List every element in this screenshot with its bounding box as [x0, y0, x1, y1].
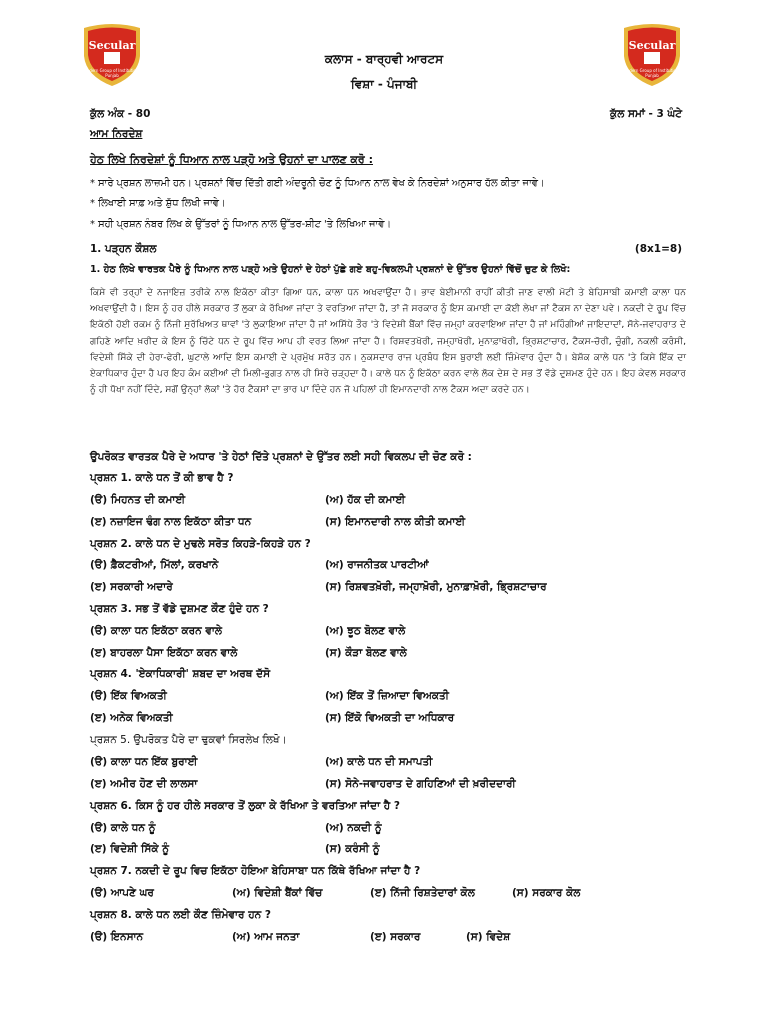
option: (ੲ) ਅਮੀਰ ਹੋਣ ਦੀ ਲਾਲਸਾ	[90, 778, 198, 790]
option: (ੲ) ਨਜ਼ਾਇਜ ਢੰਗ ਨਾਲ ਇਕੱਠਾ ਕੀਤਾ ਧਨ	[90, 516, 252, 528]
option: (ੳ) ਇੱਕ ਵਿਅਕਤੀ	[90, 690, 167, 702]
instruction-item: * ਸਹੀ ਪ੍ਰਸ਼ਨ ਨੰਬਰ ਲਿਖ ਕੇ ਉੱਤਰਾਂ ਨੂੰ ਧਿਆਨ ਨਾਲ ਉੱਤਰ-ਸ਼ੀਟ 'ਤੇ ਲਿਖਿਆ ਜਾਵੇ।	[90, 219, 391, 230]
option: (ਅ) ਵਿਦੇਸ਼ੀ ਬੈਂਕਾਂ ਵਿੱਚ	[232, 887, 323, 899]
question: ਪ੍ਰਸ਼ਨ 5. ਉਪਰੋਕਤ ਪੈਰੇ ਦਾ ਢੁਕਵਾਂ ਸਿਰਲੇਖ ਲਿਖੋ।	[90, 734, 287, 746]
question: ਪ੍ਰਸ਼ਨ 2. ਕਾਲੇ ਧਨ ਦੇ ਮੁਢਲੇ ਸਰੋਤ ਕਿਹੜੇ-ਕਿਹੜੇ ਹਨ ?	[90, 538, 311, 550]
option: (ਅ) ਇੱਕ ਤੋਂ ਜ਼ਿਆਦਾ ਵਿਅਕਤੀ	[325, 690, 449, 702]
instruction-item: * ਸਾਰੇ ਪ੍ਰਸ਼ਨ ਲਾਜ਼ਮੀ ਹਨ। ਪ੍ਰਸ਼ਨਾਂ ਵਿੱਚ ਦਿੱਤੀ ਗਈ ਅੰਦਰੂਨੀ ਚੋਣ ਨੂੰ ਧਿਆਨ ਨਾਲ ਵੇਖ ਕੇ ਨਿਰਦੇਸ਼ਾਂ ਅਨੁਸਾਰ ਹੱਲ ਕੀਤਾ ਜਾਵੇ।	[90, 178, 545, 189]
total-marks: ਕੁੱਲ ਅੰਕ - 80	[90, 108, 151, 120]
option: (ੲ) ਸਰਕਾਰ	[370, 931, 421, 943]
option: (ੲ) ਵਿਦੇਸ਼ੀ ਸਿੱਕੇ ਨੂੰ	[90, 843, 169, 855]
option: (ਅ) ਨਕਦੀ ਨੂੰ	[325, 822, 382, 834]
question: ਪ੍ਰਸ਼ਨ 6. ਕਿਸ ਨੂੰ ਹਰ ਹੀਲੇ ਸਰਕਾਰ ਤੋਂ ਲੁਕਾ ਕੇ ਰੱਖਿਆ ਤੇ ਵਰਤਿਆ ਜਾਂਦਾ ਹੈ ?	[90, 800, 400, 812]
instructions-subheading: ਹੇਠ ਲਿਖੇ ਨਿਰਦੇਸ਼ਾਂ ਨੂੰ ਧਿਆਨ ਨਾਲ ਪੜ੍ਹੋ ਅਤੇ ਉਹਨਾਂ ਦਾ ਪਾਲਣ ਕਰੋ :	[90, 153, 373, 166]
option: (ਅ) ਹੱਕ ਦੀ ਕਮਾਈ	[325, 494, 406, 506]
question-instruction: 1. ਹੇਠ ਲਿਖੇ ਵਾਰਤਕ ਪੈਰੇ ਨੂੰ ਧਿਆਨ ਨਾਲ ਪੜ੍ਹੋ ਅਤੇ ਉਹਨਾਂ ਦੇ ਹੇਠਾਂ ਪੁੱਛੇ ਗਏ ਬਹੁ-ਵਿਕਲਪੀ ਪ੍ਰਸ਼ਨਾਂ ਦੇ ਉੱਤਰ ਉਹਨਾਂ ਵਿੱਚੋਂ ਚੁਣ ਕੇ ਲਿਖੋ:	[90, 264, 571, 275]
section-title: 1. ਪੜ੍ਹਨ ਕੌਸ਼ਲ	[90, 243, 157, 255]
option: (ਸ) ਰਿਸ਼ਵਤਖ਼ੋਰੀ, ਜਮ੍ਹਾਖ਼ੋਰੀ, ਮੁਨਾਫ਼ਾਖ਼ੋਰੀ, ਭ੍ਰਿਸ਼ਟਾਚਾਰ	[325, 581, 547, 593]
logo-subtext: Modern Group of Institutions Punjab	[623, 68, 681, 78]
option: (ਸ) ਕਰੰਸੀ ਨੂੰ	[325, 843, 380, 855]
option: (ਸ) ਸਰਕਾਰ ਕੋਲ	[512, 887, 581, 899]
option: (ਸ) ਵਿਦੇਸ਼	[466, 931, 511, 943]
instruction-item: * ਲਿਖਾਈ ਸਾਫ਼ ਅਤੇ ਸ਼ੁੱਧ ਲਿਖੀ ਜਾਵੇ।	[90, 198, 226, 209]
choose-line: ਉਪਰੋਕਤ ਵਾਰਤਕ ਪੈਰੇ ਦੇ ਅਧਾਰ 'ਤੇ ਹੇਠਾਂ ਦਿੱਤੇ ਪ੍ਰਸ਼ਨਾਂ ਦੇ ਉੱਤਰ ਲਈ ਸਹੀ ਵਿਕਲਪ ਦੀ ਚੋਣ ਕਰੋ :	[90, 451, 472, 463]
option: (ਅ) ਝੂਠ ਬੋਲਣ ਵਾਲੇ	[325, 625, 406, 637]
option: (ਅ) ਆਮ ਜਨਤਾ	[232, 931, 300, 943]
subject-title: ਵਿਸ਼ਾ - ਪੰਜਾਬੀ	[350, 77, 418, 91]
question: ਪ੍ਰਸ਼ਨ 3. ਸਭ ਤੋਂ ਵੱਡੇ ਦੁਸ਼ਮਣ ਕੌਣ ਹੁੰਦੇ ਹਨ ?	[90, 603, 269, 615]
option: (ੳ) ਇਨਸਾਨ	[90, 931, 144, 943]
instructions-heading: ਆਮ ਨਿਰਦੇਸ਼	[90, 128, 143, 140]
option: (ੳ) ਕਾਲੇ ਧਨ ਨੂੰ	[90, 822, 156, 834]
option: (ੳ) ਫ਼ੈਕਟਰੀਆਂ, ਮਿੱਲਾਂ, ਕਰਖਾਨੇ	[90, 559, 219, 571]
option: (ਅ) ਕਾਲੇ ਧਨ ਦੀ ਸਮਾਪਤੀ	[325, 756, 433, 768]
option: (ਸ) ਇਮਾਨਦਾਰੀ ਨਾਲ ਕੀਤੀ ਕਮਾਈ	[325, 516, 466, 528]
option: (ੲ) ਨਿੱਜੀ ਰਿਸ਼ਤੇਦਾਰਾਂ ਕੋਲ	[370, 887, 475, 899]
class-title: ਕਲਾਸ - ਬਾਰ੍ਹਵੀ ਆਰਟਸ	[324, 52, 444, 66]
logo-text: Secular	[88, 39, 136, 52]
question: ਪ੍ਰਸ਼ਨ 7. ਨਕਦੀ ਦੇ ਰੂਪ ਵਿਚ ਇਕੱਠਾ ਹੋਇਆ ਬੇਹਿਸਾਬਾ ਧਨ ਕਿੱਥੇ ਰੱਖਿਆ ਜਾਂਦਾ ਹੈ ?	[90, 865, 421, 877]
option: (ੳ) ਕਾਲਾ ਧਨ ਇੱਕ ਬੁਰਾਈ	[90, 756, 198, 768]
option: (ਸ) ਕੌੜਾ ਬੋਲਣ ਵਾਲੇ	[325, 647, 407, 659]
option: (ੳ) ਕਾਲਾ ਧਨ ਇਕੱਠਾ ਕਰਨ ਵਾਲੇ	[90, 625, 223, 637]
section-marks: (8x1=8)	[634, 243, 682, 255]
logo-text: Secular	[628, 39, 676, 52]
passage: ਕਿਸੇ ਵੀ ਤਰ੍ਹਾਂ ਦੇ ਨਜਾਇਜ਼ ਤਰੀਕੇ ਨਾਲ ਇਕੱਠਾ ਕੀਤਾ ਗਿਆ ਧਨ, ਕਾਲਾ ਧਨ ਅਖਵਾਉਂਦਾ ਹੈ। ਭਾਵ ਬੇਈਮਾਨੀ ਰਾਹੀਂ ਕੀਤੀ ਜਾਣ ਵਾਲੀ ਮੋਟੀ ਤੇ ਬੇਹਿਸਾਬੀ ਕਮਾਈ ਕਾਲਾ ਧਨ ਅਖਵਾਉਂਦੀ ਹੈ। ਇਸ ਨੂੰ ਹਰ ਹੀਲੇ ਸਰਕਾਰ ਤੋਂ ਲੁਕਾ ਕੇ ਰੱਖਿਆ ਜਾਂਦਾ ਤੇ ਵਰਤਿਆ ਜਾਂਦਾ ਹੈ, ਤਾਂ ਜੋ ਸਰਕਾਰ ਨੂੰ ਇਸ ਕਮਾਈ ਦਾ ਕੋਈ ਲੇਖਾ ਜਾਂ ਟੈਕਸ ਨਾ ਦੇਣਾ ਪਵੇ। ਨਕਦੀ ਦੇ ਰੂਪ ਵਿੱਚ ਇਕੱਠੀ ਹੋਈ ਰਕਮ ਨੂੰ ਨਿੱਜੀ ਸੁਰੱਖਿਅਤ ਥਾਵਾਂ 'ਤੇ ਲੁਕਾਇਆ ਜਾਂਦਾ ਹੈ ਜਾਂ ਅਸਿੱਧੇ ਤੌਰ 'ਤੇ ਵਿਦੇਸ਼ੀ ਬੈਂਕਾਂ ਵਿੱਚ ਜਮ੍ਹਾਂ ਕਰਵਾਇਆ ਜਾਂਦਾ ਹੈ ਜਾਂ ਮਹਿੰਗੀਆਂ ਜਾਇਦਾਦਾਂ, ਸੋਨੇ-ਜਵਾਹਰਾਤ ਦੇ ਗਹਿਣੇ ਆਦਿ ਖ਼ਰੀਦ ਕੇ ਇਸ ਨੂੰ ਚਿੱਟੇ ਧਨ ਦੇ ਰੂਪ ਵਿੱਚ ਆਪ ਹੀ ਵਰਤ ਲਿਆ ਜਾਂਦਾ ਹੈ। ਰਿਸ਼ਵਤਖੋਰੀ, ਜਮ੍ਹਾਖੋਰੀ, ਮੁਨਾਫ਼ਾਖੋਰੀ, ਭ੍ਰਿਸ਼ਟਾਚਾਰ, ਟੈਕਸ-ਚੋਰੀ, ਚੁੰਗੀ, ਨਕਲੀ ਕਰੰਸੀ, ਵਿਦੇਸ਼ੀ ਸਿੱਕੇ ਦੀ ਹੇਰਾ-ਫੇਰੀ, ਘੁਟਾਲੇ ਆਦਿ ਇਸ ਕਮਾਈ ਦੇ ਪ੍ਰਮੁੱਖ ਸਰੋਤ ਹਨ। ਨੁਕਸਦਾਰ ਰਾਜ ਪ੍ਰਬੰਧ ਇਸ ਬੁਰਾਈ ਲਈ ਜ਼ਿੰਮੇਵਾਰ ਹੁੰਦਾ ਹੈ। ਬੇਸ਼ੱਕ ਕਾਲੇ ਧਨ 'ਤੇ ਕਿਸੇ ਇੱਕ ਦਾ ਏਕਾਧਿਕਾਰ ਹੁੰਦਾ ਹੈ ਪਰ ਇਹ ਕੰਮ ਕਈਆਂ ਦੀ ਮਿਲੀ-ਭੁਗਤ ਨਾਲ ਹੀ ਸਿਰੇ ਚੜ੍ਹਦਾ ਹੈ। ਕਾਲੇ ਧਨ ਨੂੰ ਇਕੱਠਾ ਕਰਨ ਵਾਲੇ ਲੋਕ ਦੇਸ਼ ਦੇ ਸਭ ਤੋਂ ਵੱਡੇ ਦੁਸ਼ਮਣ ਹੁੰਦੇ ਹਨ। ਇਹ ਕੇਵਲ ਸਰਕਾਰ ਨੂੰ ਹੀ ਧੋਖਾ ਨਹੀਂ ਦਿੰਦੇ, ਸਗੋਂ ਉਨ੍ਹਾਂ ਲੋਕਾਂ 'ਤੇ ਹੋਰ ਟੈਕਸਾਂ ਦਾ ਭਾਰ ਪਾ ਦਿੰਦੇ ਹਨ ਜੋ ਪਹਿਲਾਂ ਹੀ ਇਮਾਨਦਾਰੀ ਨਾਲ ਟੈਕਸ ਅਦਾ ਕਰਦੇ ਹਨ।	[90, 287, 686, 396]
option: (ਅ) ਰਾਜਨੀਤਕ ਪਾਰਟੀਆਂ	[325, 559, 429, 571]
option: (ਸ) ਸੋਨੇ-ਜਵਾਹਰਾਤ ਦੇ ਗਹਿਣਿਆਂ ਦੀ ਖ਼ਰੀਦਦਾਰੀ	[325, 778, 516, 790]
option: (ੲ) ਸਰਕਾਰੀ ਅਦਾਰੇ	[90, 581, 173, 593]
option: (ਸ) ਇੱਕੋ ਵਿਅਕਤੀ ਦਾ ਅਧਿਕਾਰ	[325, 712, 455, 724]
option: (ੲ) ਅਨੇਕ ਵਿਅਕਤੀ	[90, 712, 173, 724]
option: (ੲ) ਬਾਹਰਲਾ ਪੈਸਾ ਇਕੱਠਾ ਕਰਨ ਵਾਲੇ	[90, 647, 238, 659]
question: ਪ੍ਰਸ਼ਨ 8. ਕਾਲੇ ਧਨ ਲਈ ਕੌਣ ਜ਼ਿੰਮੇਵਾਰ ਹਨ ?	[90, 909, 271, 921]
total-time: ਕੁੱਲ ਸਮਾਂ - 3 ਘੰਟੇ	[610, 108, 682, 120]
option: (ੳ) ਮਿਹਨਤ ਦੀ ਕਮਾਈ	[90, 494, 186, 506]
question: ਪ੍ਰਸ਼ਨ 4. 'ਏਕਾਧਿਕਾਰੀ' ਸ਼ਬਦ ਦਾ ਅਰਥ ਦੱਸੋ	[90, 668, 271, 680]
logo-subtext: Modern Group of Institutions Punjab	[83, 68, 141, 78]
option: (ੳ) ਆਪਣੇ ਘਰ	[90, 887, 154, 899]
question: ਪ੍ਰਸ਼ਨ 1. ਕਾਲੇ ਧਨ ਤੋਂ ਕੀ ਭਾਵ ਹੈ ?	[90, 472, 234, 484]
